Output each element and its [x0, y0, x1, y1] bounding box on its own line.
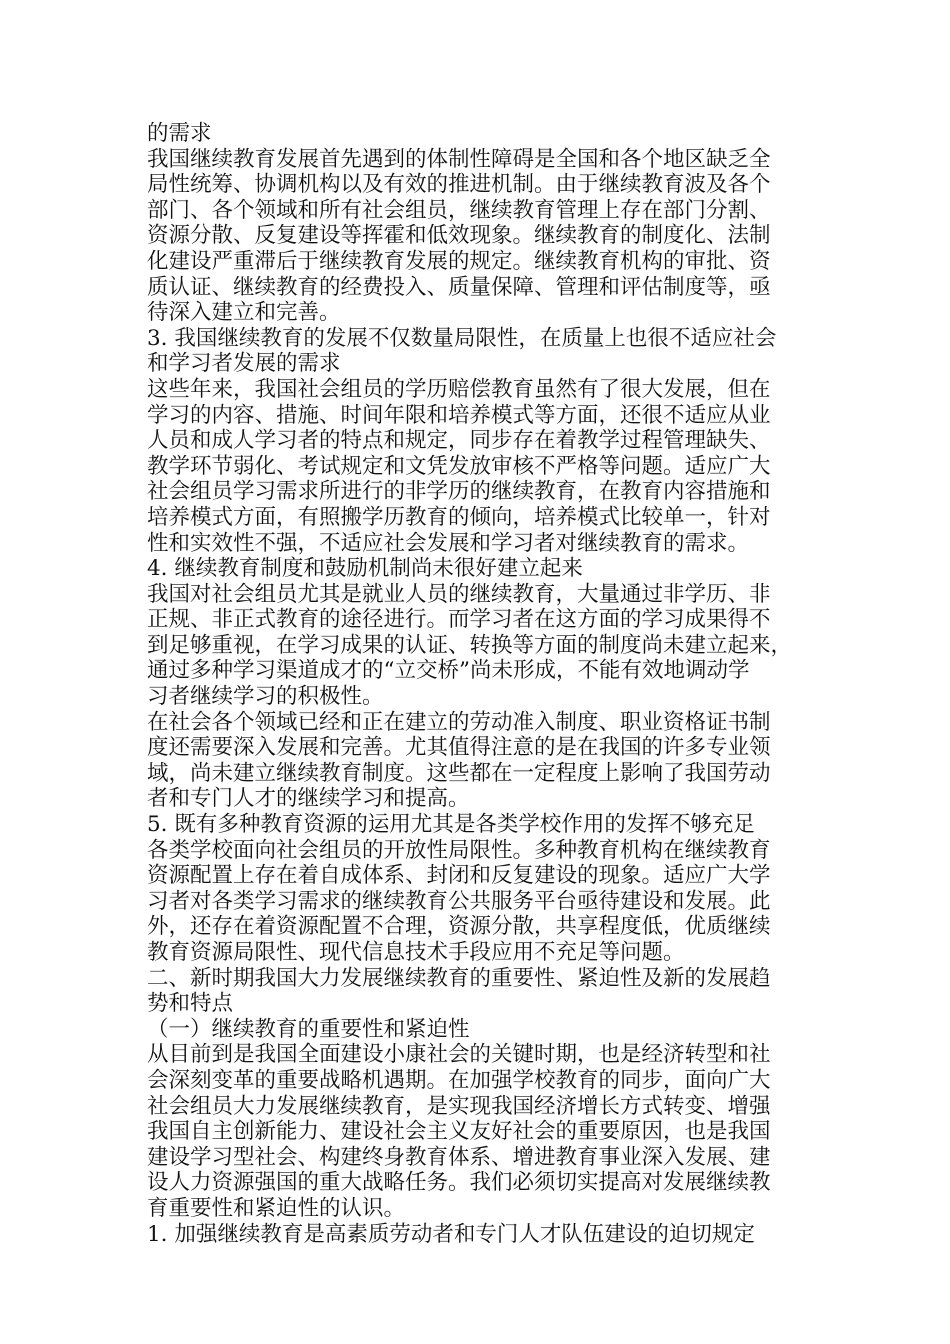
- section-heading: 二、新时期我国大力发展继续教育的重要性、紧迫性及新的发展趋: [147, 965, 771, 991]
- text-line: 度还需要深入发展和完善。尤其值得注意的是在我国的许多专业领: [147, 735, 771, 761]
- section-heading: 和学习者发展的需求: [147, 351, 341, 377]
- text-line: 外，还存在着资源配置不合理，资源分散，共享程度低，优质继续: [147, 914, 771, 940]
- section-heading: 4. 继续教育制度和鼓励机制尚未很好建立起来: [147, 556, 583, 582]
- text-line: 习者对各类学习需求的继续教育公共服务平台亟待建设和发展。此: [147, 888, 771, 914]
- text-line: 域，尚未建立继续教育制度。这些都在一定程度上影响了我国劳动: [147, 760, 771, 786]
- text-line: 从目前到是我国全面建设小康社会的关键时期，也是经济转型和社: [147, 1042, 771, 1068]
- text-line: 社会组员大力发展继续教育，是实现我国经济增长方式转变、增强: [147, 1093, 771, 1119]
- text-line: 习者继续学习的积极性。: [147, 684, 384, 710]
- text-line: 到足够重视，在学习成果的认证、转换等方面的制度尚未建立起来，: [147, 632, 793, 658]
- text-line: 部门、各个领域和所有社会组员，继续教育管理上存在部门分割、: [147, 197, 771, 223]
- section-heading: 1. 加强继续教育是高素质劳动者和专门人才队伍建设的迫切规定: [147, 1221, 755, 1247]
- text-line: 正规、非正式教育的途径进行。而学习者在这方面的学习成果得不: [147, 607, 771, 633]
- text-line: 会深刻变革的重要战略机遇期。在加强学校教育的同步，面向广大: [147, 1067, 771, 1093]
- text-line: 我国自主创新能力、建设社会主义友好社会的重要原因，也是我国: [147, 1119, 771, 1145]
- text-line: 资源配置上存在着自成体系、封闭和反复建设的现象。适应广大学: [147, 863, 771, 889]
- text-line: 性和实效性不强，不适应社会发展和学习者对继续教育的需求。: [147, 530, 750, 556]
- subsection-heading: （一）继续教育的重要性和紧迫性: [147, 1016, 470, 1042]
- text-line: 化建设严重滞后于继续教育发展的规定。继续教育机构的审批、资: [147, 248, 771, 274]
- text-line: 育重要性和紧迫性的认识。: [147, 1195, 406, 1221]
- text-line: 学习的内容、措施、时间年限和培养模式等方面，还很不适应从业: [147, 402, 771, 428]
- text-line: 人员和成人学习者的特点和规定，同步存在着教学过程管理缺失、: [147, 428, 771, 454]
- text-line: 培养模式方面，有照搬学历教育的倾向，培养模式比较单一，针对: [147, 504, 771, 530]
- document-page: [147, 121, 817, 1247]
- text-line: 设人力资源强国的重大战略任务。我们必须切实提高对发展继续教: [147, 1170, 771, 1196]
- text-line: 建设学习型社会、构建终身教育体系、增进教育事业深入发展、建: [147, 1144, 771, 1170]
- text-line: 质认证、继续教育的经费投入、质量保障、管理和评估制度等，亟: [147, 274, 771, 300]
- section-heading: 势和特点: [147, 991, 234, 1017]
- section-heading: 5. 既有多种教育资源的运用尤其是各类学校作用的发挥不够充足: [147, 812, 755, 838]
- text-line: 我国对社会组员尤其是就业人员的继续教育，大量通过非学历、非: [147, 581, 771, 607]
- text-line: 在社会各个领域已经和正在建立的劳动准入制度、职业资格证书制: [147, 709, 771, 735]
- text-line: 社会组员学习需求所进行的非学历的继续教育，在教育内容措施和: [147, 479, 771, 505]
- section-heading: 3. 我国继续教育的发展不仅数量局限性，在质量上也很不适应社会: [147, 325, 777, 351]
- text-line: 我国继续教育发展首先遇到的体制性障碍是全国和各个地区缺乏全: [147, 146, 771, 172]
- text-line: 通过多种学习渠道成才的“立交桥”尚未形成，不能有效地调动学: [147, 658, 750, 684]
- text-line: 的需求: [147, 121, 212, 146]
- text-line: 教育资源局限性、现代信息技术手段应用不充足等问题。: [147, 940, 685, 965]
- text-line: 各类学校面向社会组员的开放性局限性。多种教育机构在继续教育: [147, 837, 771, 863]
- text-line: 局性统筹、协调机构以及有效的推进机制。由于继续教育波及各个: [147, 172, 771, 198]
- text-line: 资源分散、反复建设等挥霍和低效现象。继续教育的制度化、法制: [147, 223, 771, 249]
- text-line: 者和专门人才的继续学习和提高。: [147, 786, 470, 812]
- text-line: 这些年来，我国社会组员的学历赔偿教育虽然有了很大发展，但在: [147, 376, 771, 402]
- text-line: 待深入建立和完善。: [147, 300, 341, 326]
- text-line: 教学环节弱化、考试规定和文凭发放审核不严格等问题。适应广大: [147, 453, 771, 479]
